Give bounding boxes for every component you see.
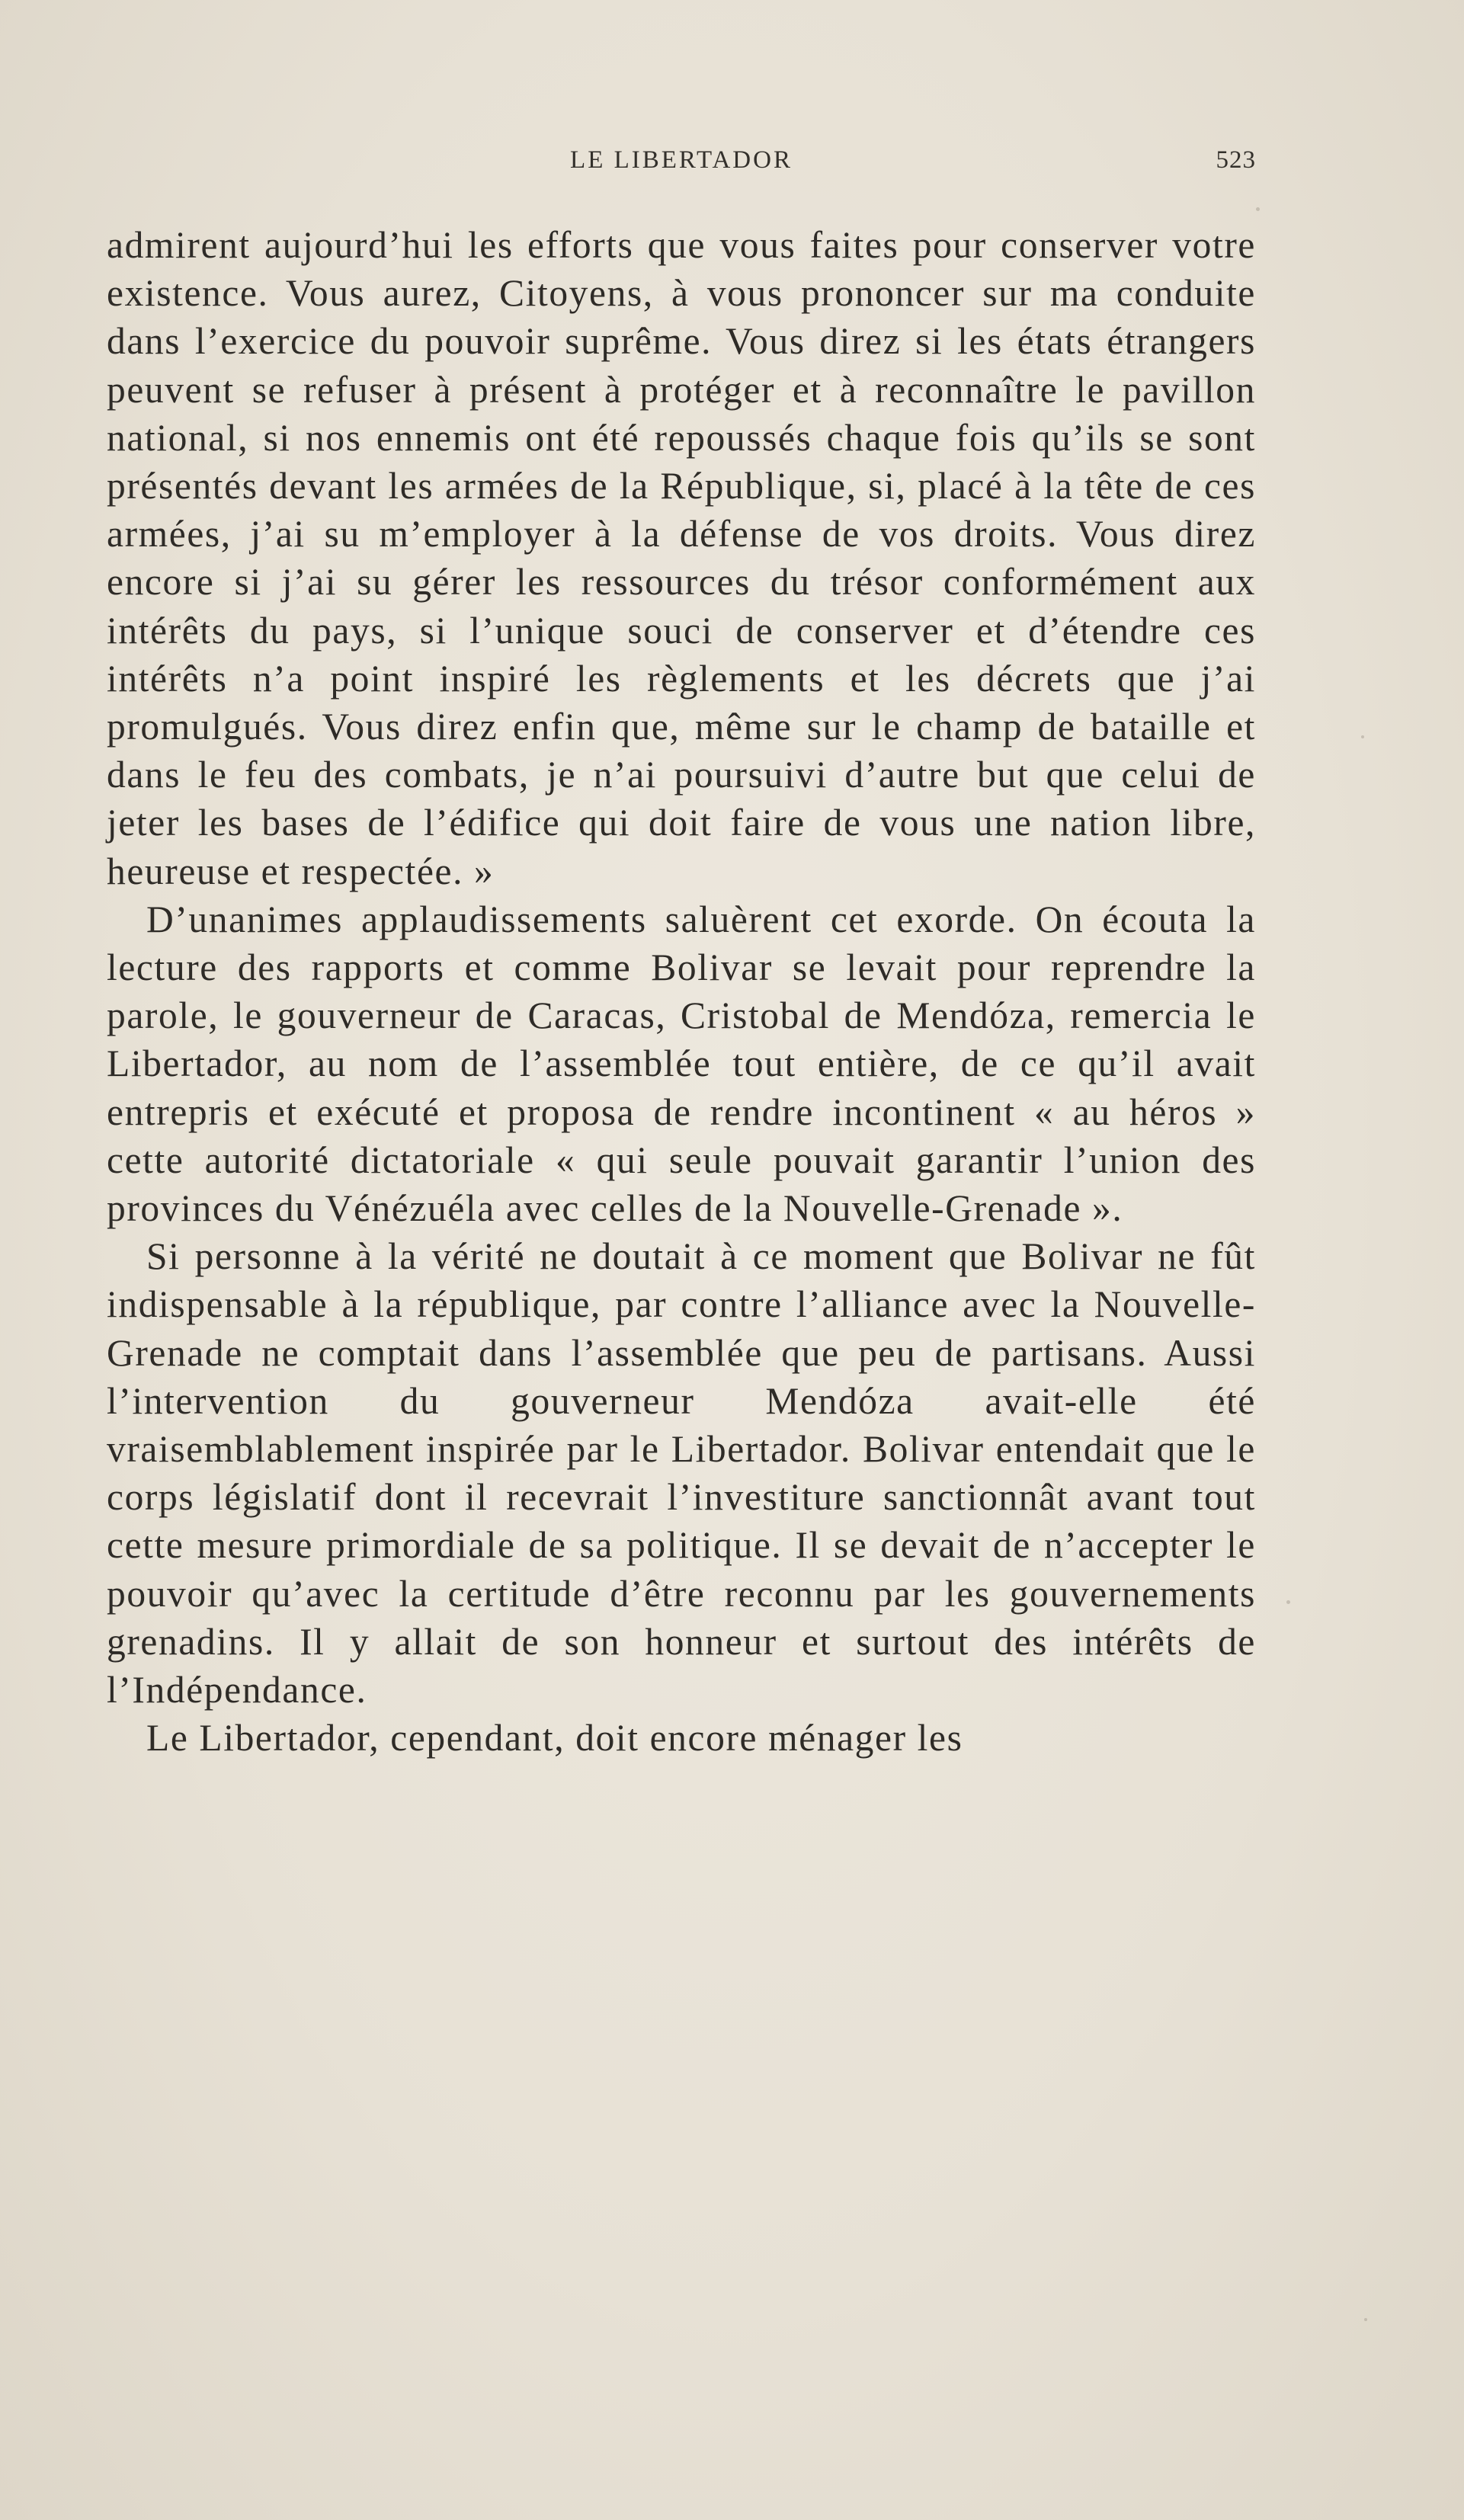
paper-speck bbox=[1361, 735, 1364, 738]
paragraph: Le Libertador, cependant, doit encore ménager les bbox=[146, 1717, 963, 1760]
running-title: LE LIBERTADOR bbox=[570, 146, 793, 174]
page-number: 523 bbox=[1216, 146, 1256, 174]
paragraph: Si personne à la vérité ne doutait à ce moment que Bolivar ne fût indispensable à la république, par contre l’alliance avec la Nouvelle-Grenade ne comptait dans l’assemblée que peu de partisans. Aussi l’intervention du gouverneur Mendóza avait-elle été vraisemblablement inspirée par le Libertador. Bolivar entendait que le corps législatif dont il recevrait l’investiture sanctionnât avant tout cette mesure primordiale de sa politique. Il se devait de n’accepter le pouvoir qu’avec la certitude d’être reconnu par les gouvernements grenadins. Il y allait de son honneur et surtout des intérêts de l’Indépendance. bbox=[107, 1235, 1256, 1711]
paper-speck bbox=[1364, 2318, 1367, 2321]
paragraph-continued: admirent aujourd’hui les efforts que vous faites pour conserver votre existence. Vous aurez, Citoyens, à vous prononcer sur ma conduite dans l’exercice du pouvoir suprême. Vous direz si les états étrangers peuvent se refuser à présent à protéger et à reconnaître le pavillon national, si nos ennemis ont été repoussés chaque fois qu’ils se sont présentés devant les armées de la République, si, placé à la tête de ces armées, j’ai su m’employer à la défense de vos droits. Vous direz encore si j’ai su gérer les ressources du trésor conformément aux intérêts du pays, si l’unique souci de conserver et d’étendre ces intérêts n’a point inspiré les règlements et les décrets que j’ai promulgués. Vous direz enfin que, même sur le champ de bataille et dans le feu des combats, je n’ai poursuivi d’autre but que celui de jeter les bases de l’édifice qui doit faire de vous une nation libre, heureuse et respectée. » bbox=[107, 224, 1256, 892]
running-head bbox=[107, 146, 1256, 177]
paper-speck bbox=[1256, 207, 1260, 211]
body-text bbox=[107, 221, 1256, 1763]
paragraph: D’unanimes applaudissements saluèrent cet exorde. On écouta la lecture des rapports et comme Bolivar se levait pour reprendre la parole, le gouverneur de Caracas, Cristobal de Mendóza, remercia le Libertador, au nom de l’assemblée tout entière, de ce qu’il avait entrepris et exécuté et proposa de rendre incontinent « au héros » cette autorité dictatoriale « qui seule pouvait garantir l’union des provinces du Vénézuéla avec celles de la Nouvelle-Grenade ». bbox=[107, 898, 1256, 1230]
paper-speck bbox=[1286, 1600, 1290, 1604]
